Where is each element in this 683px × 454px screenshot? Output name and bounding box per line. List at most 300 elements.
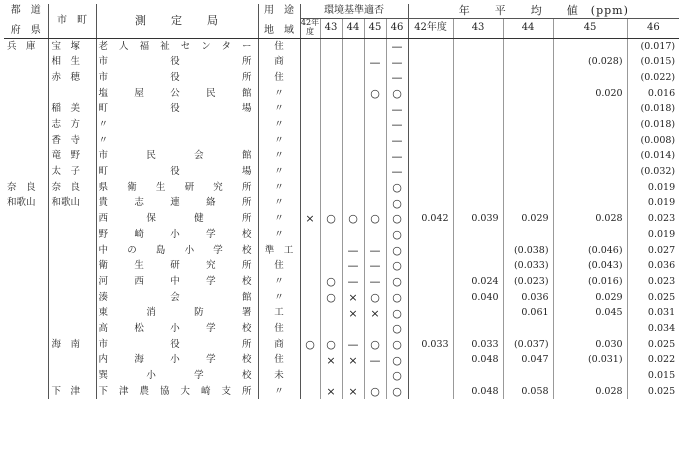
compliance-cell: ×	[342, 352, 364, 368]
prefecture-cell	[4, 148, 48, 164]
city-cell: 太 子	[48, 164, 96, 180]
compliance-cell	[342, 86, 364, 102]
average-cell: 0.061	[503, 305, 553, 321]
station-cell: 貴 志 連 絡 所	[96, 195, 258, 211]
table-row	[4, 211, 679, 227]
table-row	[4, 305, 679, 321]
compliance-cell	[342, 133, 364, 149]
use-cell: 住	[258, 352, 300, 368]
city-cell: 奈 良	[48, 180, 96, 196]
station-cell: 下津農協大崎支所	[96, 384, 258, 400]
compliance-cell	[364, 368, 386, 384]
average-cell	[503, 133, 553, 149]
compliance-cell: ○	[300, 337, 320, 353]
city-cell	[48, 274, 96, 290]
station-cell: 衛 生 研 究 所	[96, 258, 258, 274]
average-cell: 0.039	[453, 211, 503, 227]
compliance-cell	[320, 180, 342, 196]
compliance-cell: —	[364, 274, 386, 290]
average-cell	[503, 321, 553, 337]
compliance-cell: —	[364, 242, 386, 258]
prefecture-cell	[4, 352, 48, 368]
average-cell: 0.025	[627, 384, 679, 400]
city-cell	[48, 368, 96, 384]
use-cell: 〃	[258, 384, 300, 400]
compliance-cell: —	[364, 352, 386, 368]
city-cell	[48, 242, 96, 258]
average-cell	[553, 70, 627, 86]
average-cell	[408, 54, 453, 70]
average-cell: (0.031)	[553, 352, 627, 368]
compliance-cell	[364, 117, 386, 133]
table-row	[4, 274, 679, 290]
average-cell	[503, 195, 553, 211]
header-avg-year: 44	[503, 18, 553, 38]
average-cell	[453, 305, 503, 321]
header-average: 年 平 均 値 (ppm)	[408, 4, 679, 18]
compliance-cell	[320, 117, 342, 133]
compliance-cell	[300, 180, 320, 196]
compliance-cell: ○	[386, 227, 408, 243]
header-station: 測 定 局	[96, 4, 258, 38]
compliance-cell: —	[386, 70, 408, 86]
table-row	[4, 117, 679, 133]
compliance-cell	[320, 86, 342, 102]
station-cell: 塩 屋 公 民 館	[96, 86, 258, 102]
compliance-cell	[300, 274, 320, 290]
compliance-cell: ○	[386, 86, 408, 102]
prefecture-cell	[4, 117, 48, 133]
table-row	[4, 70, 679, 86]
average-cell: 0.028	[553, 384, 627, 400]
station-cell: 野 崎 小 学 校	[96, 227, 258, 243]
average-cell	[503, 54, 553, 70]
average-cell	[408, 86, 453, 102]
station-cell: 西 保 健 所	[96, 211, 258, 227]
use-cell: 住	[258, 321, 300, 337]
use-cell: 工	[258, 305, 300, 321]
compliance-cell: ×	[342, 384, 364, 400]
average-cell	[553, 180, 627, 196]
header-comp-year: 46	[386, 18, 408, 38]
table-row	[4, 86, 679, 102]
average-cell	[408, 38, 453, 54]
compliance-cell	[364, 195, 386, 211]
average-cell	[503, 86, 553, 102]
average-cell: (0.033)	[503, 258, 553, 274]
use-cell: 住	[258, 70, 300, 86]
use-cell: 商	[258, 54, 300, 70]
compliance-cell	[320, 148, 342, 164]
average-cell	[408, 242, 453, 258]
compliance-cell: ×	[320, 352, 342, 368]
compliance-cell: ○	[386, 384, 408, 400]
average-cell	[503, 180, 553, 196]
prefecture-cell: 奈 良	[7, 181, 36, 193]
prefecture-cell	[4, 211, 48, 227]
air-quality-table	[4, 4, 679, 399]
compliance-cell	[300, 117, 320, 133]
compliance-cell	[300, 384, 320, 400]
station-cell: 県 衛 生 研 究 所	[96, 180, 258, 196]
average-cell	[553, 321, 627, 337]
compliance-cell: ○	[386, 180, 408, 196]
station-cell: 巽 小 学 校	[96, 368, 258, 384]
station-cell: 市 役 所	[96, 54, 258, 70]
compliance-cell: ○	[386, 305, 408, 321]
compliance-cell	[364, 38, 386, 54]
use-cell: 〃	[258, 211, 300, 227]
average-cell: (0.038)	[503, 242, 553, 258]
use-cell: 〃	[258, 180, 300, 196]
average-cell	[553, 38, 627, 54]
city-cell	[48, 211, 96, 227]
average-cell: 0.023	[627, 274, 679, 290]
compliance-cell	[320, 133, 342, 149]
city-cell: 竜 野	[48, 148, 96, 164]
average-cell	[503, 227, 553, 243]
average-cell	[503, 148, 553, 164]
compliance-cell: ○	[386, 352, 408, 368]
compliance-cell: —	[386, 101, 408, 117]
average-cell: 0.024	[453, 274, 503, 290]
header-avg-year: 46	[627, 18, 679, 38]
average-cell	[408, 227, 453, 243]
average-cell	[453, 86, 503, 102]
average-cell: 0.030	[553, 337, 627, 353]
compliance-cell: ○	[386, 368, 408, 384]
table-row	[4, 384, 679, 400]
use-cell: 〃	[258, 101, 300, 117]
average-cell	[408, 384, 453, 400]
compliance-cell	[342, 227, 364, 243]
use-cell: 〃	[258, 133, 300, 149]
compliance-cell: ○	[320, 274, 342, 290]
city-cell: 赤 穂	[48, 70, 96, 86]
compliance-cell	[342, 70, 364, 86]
compliance-cell: —	[364, 258, 386, 274]
average-cell	[453, 180, 503, 196]
prefecture-cell	[4, 70, 48, 86]
compliance-cell	[320, 368, 342, 384]
compliance-cell: ○	[364, 384, 386, 400]
city-cell: 香 寺	[48, 133, 96, 149]
city-cell	[48, 258, 96, 274]
city-cell: 稲 美	[48, 101, 96, 117]
compliance-cell: ○	[320, 211, 342, 227]
use-cell: 〃	[258, 227, 300, 243]
prefecture-cell	[4, 86, 48, 102]
use-cell: 〃	[258, 148, 300, 164]
use-cell: 商	[258, 337, 300, 353]
use-cell: 準 工	[258, 242, 300, 258]
header-avg-year: 43	[453, 18, 503, 38]
header-comp-year: 44	[342, 18, 364, 38]
header-use: 用 途 地 域	[258, 4, 300, 38]
table-row	[4, 242, 679, 258]
station-cell: 市 役 所	[96, 337, 258, 353]
average-cell: 0.022	[627, 352, 679, 368]
use-cell: 〃	[258, 290, 300, 306]
average-cell: 0.025	[627, 290, 679, 306]
average-cell: 0.036	[627, 258, 679, 274]
compliance-cell	[320, 164, 342, 180]
compliance-cell: ○	[386, 337, 408, 353]
prefecture-cell: 和歌山	[7, 197, 36, 209]
table-row	[4, 38, 679, 54]
station-cell: 東 消 防 署	[96, 305, 258, 321]
compliance-cell	[320, 321, 342, 337]
header-avg-year: 45	[553, 18, 627, 38]
average-cell	[408, 117, 453, 133]
average-cell	[453, 148, 503, 164]
compliance-cell: —	[342, 258, 364, 274]
compliance-cell	[300, 368, 320, 384]
compliance-cell	[342, 117, 364, 133]
header-prefecture: 都 道 府 県	[4, 4, 48, 38]
average-cell: 0.023	[627, 211, 679, 227]
average-cell: 0.029	[503, 211, 553, 227]
compliance-cell	[300, 258, 320, 274]
compliance-cell	[364, 180, 386, 196]
average-cell	[408, 133, 453, 149]
table-row	[4, 227, 679, 243]
average-cell	[453, 38, 503, 54]
average-cell	[503, 368, 553, 384]
compliance-cell: —	[386, 133, 408, 149]
compliance-cell	[342, 101, 364, 117]
compliance-cell	[320, 227, 342, 243]
city-cell	[48, 352, 96, 368]
average-cell: (0.043)	[553, 258, 627, 274]
compliance-cell: ×	[300, 211, 320, 227]
use-cell: 住	[258, 258, 300, 274]
average-cell: (0.022)	[627, 70, 679, 86]
header-comp-year: 45	[364, 18, 386, 38]
average-cell: 0.029	[553, 290, 627, 306]
city-cell	[48, 290, 96, 306]
average-cell: (0.008)	[627, 133, 679, 149]
compliance-cell: ○	[386, 274, 408, 290]
compliance-cell: ×	[342, 305, 364, 321]
header-compliance: 環境基準適否	[300, 4, 408, 18]
city-cell	[48, 321, 96, 337]
compliance-cell	[342, 164, 364, 180]
station-cell: 中 の 島 小 学 校	[96, 242, 258, 258]
station-cell: 市 民 会 館	[96, 148, 258, 164]
compliance-cell	[364, 321, 386, 337]
prefecture-cell	[4, 305, 48, 321]
average-cell: 0.020	[553, 86, 627, 102]
compliance-cell	[300, 54, 320, 70]
compliance-cell: ○	[342, 211, 364, 227]
average-cell	[553, 227, 627, 243]
average-cell	[453, 195, 503, 211]
compliance-cell: ○	[364, 86, 386, 102]
compliance-cell: ×	[342, 290, 364, 306]
compliance-cell	[300, 101, 320, 117]
average-cell	[453, 368, 503, 384]
average-cell: (0.023)	[503, 274, 553, 290]
compliance-cell: —	[342, 337, 364, 353]
average-cell: 0.016	[627, 86, 679, 102]
prefecture-cell	[4, 54, 48, 70]
compliance-cell: ○	[386, 211, 408, 227]
compliance-cell	[300, 70, 320, 86]
compliance-cell: —	[386, 164, 408, 180]
average-cell	[453, 133, 503, 149]
compliance-cell	[342, 195, 364, 211]
average-cell: 0.019	[627, 180, 679, 196]
compliance-cell: ○	[364, 337, 386, 353]
average-cell: 0.031	[627, 305, 679, 321]
average-cell: 0.028	[553, 211, 627, 227]
compliance-cell	[300, 38, 320, 54]
compliance-cell	[320, 305, 342, 321]
average-cell: (0.017)	[627, 38, 679, 54]
prefecture-cell: 兵 庫	[7, 40, 36, 52]
compliance-cell: —	[342, 274, 364, 290]
header-comp-year: 42年度	[300, 18, 320, 36]
use-cell: 〃	[258, 195, 300, 211]
average-cell	[453, 101, 503, 117]
table-row	[4, 290, 679, 306]
average-cell	[408, 352, 453, 368]
average-cell: 0.048	[453, 352, 503, 368]
compliance-cell: ×	[364, 305, 386, 321]
average-cell	[453, 227, 503, 243]
table-row	[4, 54, 679, 70]
use-cell: 〃	[258, 164, 300, 180]
compliance-cell: ○	[386, 321, 408, 337]
average-cell: 0.034	[627, 321, 679, 337]
average-cell	[553, 148, 627, 164]
compliance-cell	[364, 227, 386, 243]
station-cell: 内 海 小 学 校	[96, 352, 258, 368]
prefecture-cell	[4, 227, 48, 243]
compliance-cell	[320, 242, 342, 258]
compliance-cell	[320, 70, 342, 86]
compliance-cell	[320, 258, 342, 274]
average-cell	[453, 321, 503, 337]
average-cell: 0.048	[453, 384, 503, 400]
average-cell: (0.032)	[627, 164, 679, 180]
compliance-cell	[300, 227, 320, 243]
compliance-cell: ○	[386, 242, 408, 258]
compliance-cell	[300, 290, 320, 306]
prefecture-cell	[4, 258, 48, 274]
table-row	[4, 164, 679, 180]
compliance-cell	[342, 180, 364, 196]
average-cell: 0.058	[503, 384, 553, 400]
compliance-cell	[300, 321, 320, 337]
table-row	[4, 148, 679, 164]
average-cell: 0.033	[408, 337, 453, 353]
compliance-cell: ○	[320, 337, 342, 353]
station-cell: 市 役 所	[96, 70, 258, 86]
compliance-cell: ○	[320, 290, 342, 306]
compliance-cell: —	[386, 117, 408, 133]
average-cell	[553, 133, 627, 149]
station-cell: 河 西 中 学 校	[96, 274, 258, 290]
average-cell: 0.015	[627, 368, 679, 384]
compliance-cell: —	[364, 54, 386, 70]
average-cell	[408, 368, 453, 384]
average-cell	[453, 70, 503, 86]
city-cell: 宝 塚	[48, 38, 96, 54]
average-cell	[408, 305, 453, 321]
compliance-cell	[300, 164, 320, 180]
average-cell	[503, 117, 553, 133]
compliance-cell: ○	[364, 290, 386, 306]
average-cell	[408, 70, 453, 86]
average-cell	[408, 195, 453, 211]
compliance-cell: ○	[386, 290, 408, 306]
compliance-cell	[342, 38, 364, 54]
prefecture-cell	[4, 384, 48, 400]
station-cell: 湊 会 館	[96, 290, 258, 306]
average-cell: (0.028)	[553, 54, 627, 70]
station-cell: 町 役 場	[96, 101, 258, 117]
average-cell	[408, 148, 453, 164]
compliance-cell	[300, 305, 320, 321]
compliance-cell: ×	[320, 384, 342, 400]
compliance-cell	[364, 70, 386, 86]
average-cell: 0.027	[627, 242, 679, 258]
compliance-cell	[300, 133, 320, 149]
compliance-cell	[342, 148, 364, 164]
average-cell	[453, 117, 503, 133]
average-cell: 0.040	[453, 290, 503, 306]
station-cell: 町 役 場	[96, 164, 258, 180]
compliance-cell	[300, 195, 320, 211]
compliance-cell	[300, 86, 320, 102]
table-row	[4, 133, 679, 149]
average-cell: (0.018)	[627, 117, 679, 133]
average-cell	[503, 38, 553, 54]
average-cell	[553, 164, 627, 180]
average-cell: (0.015)	[627, 54, 679, 70]
average-cell: 0.045	[553, 305, 627, 321]
prefecture-cell	[4, 242, 48, 258]
average-cell	[408, 258, 453, 274]
prefecture-cell	[4, 101, 48, 117]
table-row	[4, 321, 679, 337]
city-cell	[48, 86, 96, 102]
prefecture-cell	[4, 133, 48, 149]
table-row	[4, 258, 679, 274]
average-cell: (0.046)	[553, 242, 627, 258]
table-row	[4, 195, 679, 211]
average-cell	[553, 117, 627, 133]
table-body	[4, 38, 679, 399]
station-cell: 〃	[96, 117, 258, 133]
prefecture-cell	[4, 368, 48, 384]
average-cell	[408, 321, 453, 337]
average-cell	[408, 180, 453, 196]
average-cell	[408, 164, 453, 180]
compliance-cell: ○	[364, 211, 386, 227]
compliance-cell: —	[342, 242, 364, 258]
header-city: 市 町	[48, 4, 96, 38]
compliance-cell	[342, 321, 364, 337]
use-cell: 未	[258, 368, 300, 384]
table-row	[4, 101, 679, 117]
table-row	[4, 352, 679, 368]
table-row	[4, 180, 679, 196]
average-cell: (0.037)	[503, 337, 553, 353]
station-cell: 高 松 小 学 校	[96, 321, 258, 337]
